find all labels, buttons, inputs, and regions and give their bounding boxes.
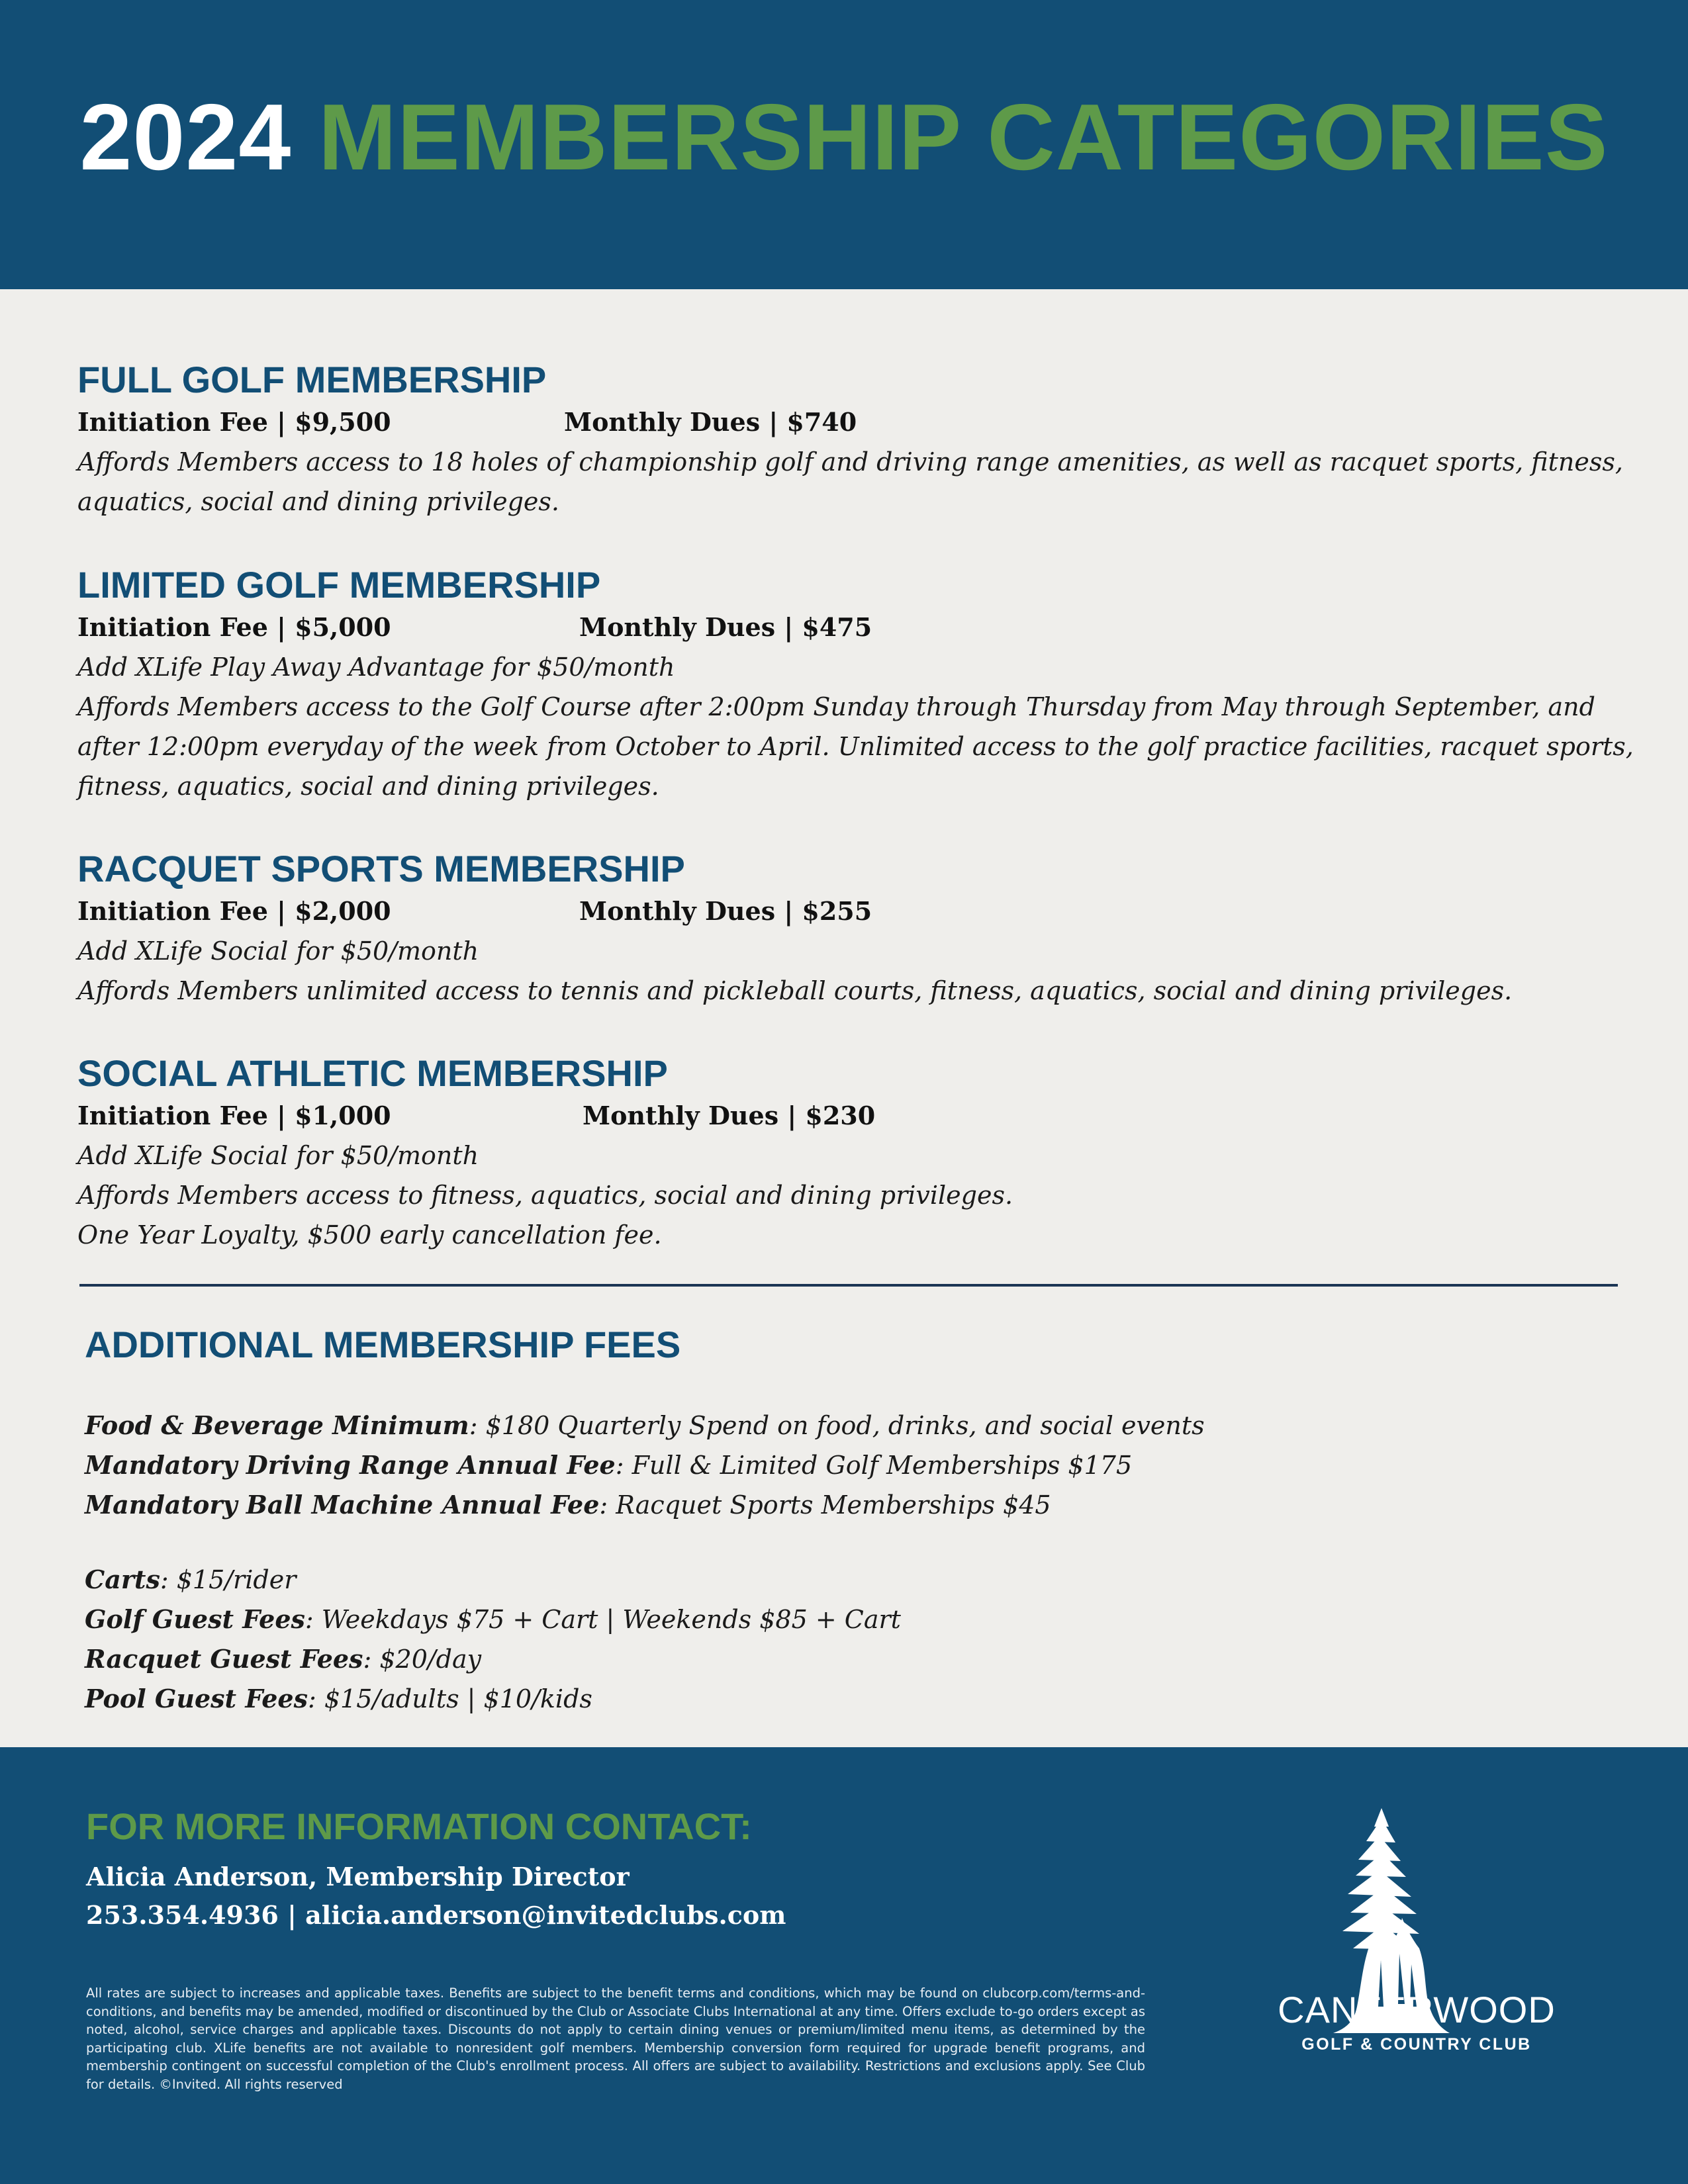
fee-value: : Weekdays $75 + Cart | Weekends $85 + Cart bbox=[305, 1605, 901, 1634]
additional-fees-heading: ADDITIONAL MEMBERSHIP FEES bbox=[85, 1324, 681, 1365]
fees-list-primary bbox=[85, 1406, 1607, 1525]
contact-details[interactable]: 253.354.4936 | alicia.anderson@invitedclubs.com bbox=[86, 1900, 786, 1930]
fee-label: Golf Guest Fees bbox=[85, 1604, 305, 1634]
fee-label: Mandatory Ball Machine Annual Fee bbox=[85, 1490, 600, 1520]
membership-social-athletic bbox=[77, 1051, 1620, 1255]
fee-line-ball-machine bbox=[85, 1485, 1607, 1525]
initiation-fee: Initiation Fee | $9,500 bbox=[77, 407, 391, 437]
fee-line-pool-guest bbox=[85, 1679, 1607, 1719]
header-banner bbox=[0, 0, 1688, 289]
fee-row bbox=[77, 608, 1620, 647]
description-line: Affords Members unlimited access to tennis and pickleball courts, fitness, aquatics, social and dining privileges. bbox=[77, 976, 1513, 1005]
initiation-fee: Initiation Fee | $1,000 bbox=[77, 1101, 391, 1130]
logo-wordmark: CANTERWOOD bbox=[1278, 1989, 1556, 2030]
fee-label: Carts bbox=[85, 1565, 160, 1594]
description-line: Affords Members access to 18 holes of championship golf and driving range amenities, as well as racquet sports, fitness, bbox=[77, 447, 1623, 477]
membership-limited-golf bbox=[77, 563, 1634, 806]
membership-racquet-sports bbox=[77, 846, 1620, 1011]
fee-line-fb-minimum bbox=[85, 1406, 1607, 1445]
page-title bbox=[0, 85, 1688, 191]
membership-full-golf bbox=[77, 357, 1623, 522]
description-line: One Year Loyalty, $500 early cancellation fee. bbox=[77, 1220, 662, 1250]
fee-value: : Full & Limited Golf Memberships $175 bbox=[615, 1451, 1133, 1480]
contact-name: Alicia Anderson, Membership Director bbox=[86, 1862, 630, 1891]
fee-label: Mandatory Driving Range Annual Fee bbox=[85, 1450, 616, 1480]
fees-list-guest bbox=[85, 1560, 1607, 1719]
monthly-dues: Monthly Dues | $740 bbox=[564, 407, 857, 437]
initiation-fee: Initiation Fee | $2,000 bbox=[77, 896, 391, 926]
fee-value: : $15/adults | $10/kids bbox=[308, 1684, 592, 1713]
fee-line-driving-range bbox=[85, 1445, 1607, 1485]
description-line: aquatics, social and dining privileges. bbox=[77, 487, 559, 516]
membership-heading: LIMITED GOLF MEMBERSHIP bbox=[77, 564, 601, 606]
membership-heading: FULL GOLF MEMBERSHIP bbox=[77, 359, 547, 400]
fee-value: : $20/day bbox=[363, 1645, 482, 1674]
monthly-dues: Monthly Dues | $230 bbox=[583, 1101, 876, 1130]
fee-value: : $15/rider bbox=[160, 1565, 297, 1594]
fee-line-golf-guest bbox=[85, 1600, 1607, 1639]
fee-label: Pool Guest Fees bbox=[85, 1684, 308, 1713]
title-year: 2024 bbox=[79, 85, 292, 190]
fee-row bbox=[77, 891, 1620, 931]
fee-line-racquet-guest bbox=[85, 1639, 1607, 1679]
description-line: Affords Members access to fitness, aquatics, social and dining privileges. bbox=[77, 1181, 1013, 1210]
fee-line-carts bbox=[85, 1560, 1607, 1600]
description-line: Affords Members access to the Golf Course after 2:00pm Sunday through Thursday from May through September, and bbox=[77, 692, 1595, 721]
section-divider bbox=[79, 1284, 1618, 1287]
addon-line: Add XLife Social for $50/month bbox=[77, 936, 479, 966]
title-rest: MEMBERSHIP CATEGORIES bbox=[318, 85, 1609, 190]
fee-value: : Racquet Sports Memberships $45 bbox=[599, 1490, 1051, 1520]
fee-label: Food & Beverage Minimum bbox=[85, 1410, 469, 1440]
legal-disclaimer: All rates are subject to increases and applicable taxes. Benefits are subject to the benefit terms and conditions, which may be found on clubcorp.com/terms-and-conditions, and benefits may be amended, modified or discontinued by the Club or Associate Clubs International at any time. Offers exclude to-go orders except as noted, alcohol, service charges and applicable taxes. Discounts do not apply to certain dining venues or premium/limited menu items, as determined by the participating club. XLife benefits are not available to nonresident golf members. Membership conversion form required for upgrade benefit programs, and membership contingent on successful completion of the Club's enrollment process. All offers are subject to availability. Restrictions and exclusions apply. See Club for details. ©Invited. All rights reserved bbox=[86, 1985, 1145, 2092]
addon-line: Add XLife Play Away Advantage for $50/month bbox=[77, 653, 675, 682]
fee-row bbox=[77, 1096, 1620, 1136]
membership-heading: SOCIAL ATHLETIC MEMBERSHIP bbox=[77, 1052, 668, 1094]
membership-heading: RACQUET SPORTS MEMBERSHIP bbox=[77, 848, 685, 889]
contact-heading: FOR MORE INFORMATION CONTACT: bbox=[86, 1805, 752, 1847]
description-line: fitness, aquatics, social and dining privileges. bbox=[77, 772, 659, 801]
description-line: after 12:00pm everyday of the week from October to April. Unlimited access to the golf practice facilities, racquet sports, bbox=[77, 732, 1634, 761]
monthly-dues: Monthly Dues | $255 bbox=[579, 896, 872, 926]
fee-label: Racquet Guest Fees bbox=[85, 1644, 363, 1674]
fee-value: : $180 Quarterly Spend on food, drinks, and social events bbox=[469, 1411, 1205, 1440]
initiation-fee: Initiation Fee | $5,000 bbox=[77, 612, 391, 642]
monthly-dues: Monthly Dues | $475 bbox=[579, 612, 872, 642]
addon-line: Add XLife Social for $50/month bbox=[77, 1141, 479, 1170]
logo-subtitle: GOLF & COUNTRY CLUB bbox=[1301, 2035, 1532, 2054]
fee-row bbox=[77, 402, 1620, 442]
